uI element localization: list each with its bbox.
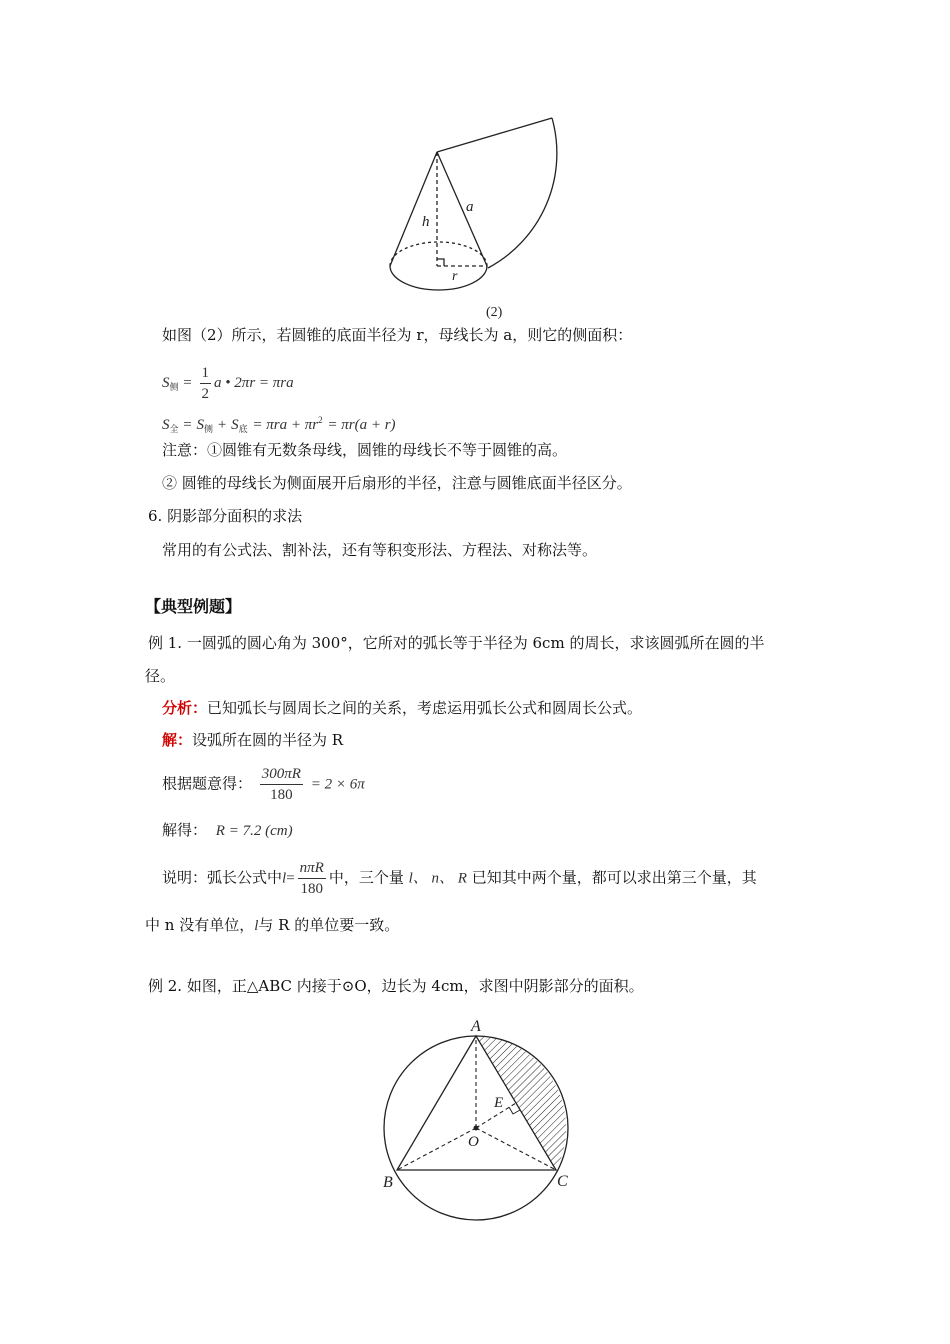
examples-heading: 【典型例题】: [145, 597, 242, 616]
example1-line1: 例 1. 一圆弧的圆心角为 300°，它所对的弧长等于半径为 6cm 的周长，求该圆弧所在圆的半: [148, 634, 765, 652]
cone-base-back: [390, 242, 487, 266]
label-B: B: [383, 1174, 393, 1191]
equation-line: 根据题意得： $\frac{300\pi R}{180}$ = 2 × 6π: [162, 766, 365, 803]
label-r: r: [452, 269, 458, 284]
sector-arc: [488, 118, 557, 268]
note-2: ② 圆锥的母线长为侧面展开后扇形的半径，注意与圆锥底面半径区分。: [162, 474, 632, 492]
solution-label: 解：: [162, 731, 193, 749]
section6-heading: 6. 阴影部分面积的求法: [148, 507, 303, 525]
cone-intro: 如图（2）所示，若圆锥的底面半径为 r，母线长为 a，则它的侧面积：: [162, 326, 633, 344]
example1-line2: 径。: [145, 667, 176, 685]
cone-left-edge: [390, 152, 437, 266]
label-A: A: [471, 1018, 481, 1035]
analysis-label: 分析：: [162, 699, 208, 717]
label-h: h: [422, 214, 430, 230]
solution-line: 解：设弧所在圆的半径为 R: [162, 731, 344, 749]
cone-base-front: [390, 266, 487, 290]
label-a: a: [466, 199, 474, 215]
right-angle-mark: [437, 259, 444, 266]
formula-total-area: $S_全 = S_侧 + S_底 = \pi ra + \pi r^2 = \pi r(a + r)$: [162, 415, 396, 434]
label-O: O: [468, 1134, 479, 1150]
label-E: E: [494, 1095, 504, 1111]
cone-right-edge: [437, 152, 487, 266]
section6-body: 常用的有公式法、割补法，还有等积变形法、方程法、对称法等。: [162, 541, 598, 559]
triangle-circle-figure: [374, 1010, 584, 1225]
center-o: [474, 1126, 479, 1131]
example2-line: 例 2. 如图，正△ABC 内接于⊙O，边长为 4cm，求图中阴影部分的面积。: [148, 977, 644, 995]
explain-line1: 说明：弧长公式中l= $\frac{\text{nπR}}{180}$ 中，三个量 l、 n、 R 已知其中两个量，都可以求出第三个量，其: [162, 860, 757, 897]
figure-caption: (2): [486, 305, 503, 320]
formula-lateral-area: $S_侧$ = $\frac{1}{2}$ a • 2πr = πra: [162, 364, 294, 402]
cone-figure: [380, 110, 580, 322]
solve-line: 解得： R = 7.2 (cm): [162, 821, 293, 839]
explain-line2: 中 n 没有单位，l与 R 的单位要一致。: [145, 916, 400, 934]
label-C: C: [557, 1173, 568, 1190]
analysis-line: 分析：已知弧长与圆周长之间的关系，考虑运用弧长公式和圆周长公式。: [162, 699, 643, 717]
note-1: 注意：①圆锥有无数条母线，圆锥的母线长不等于圆锥的高。: [162, 441, 568, 459]
shaded-segment: [476, 1036, 566, 1170]
sector-edge: [437, 118, 552, 152]
